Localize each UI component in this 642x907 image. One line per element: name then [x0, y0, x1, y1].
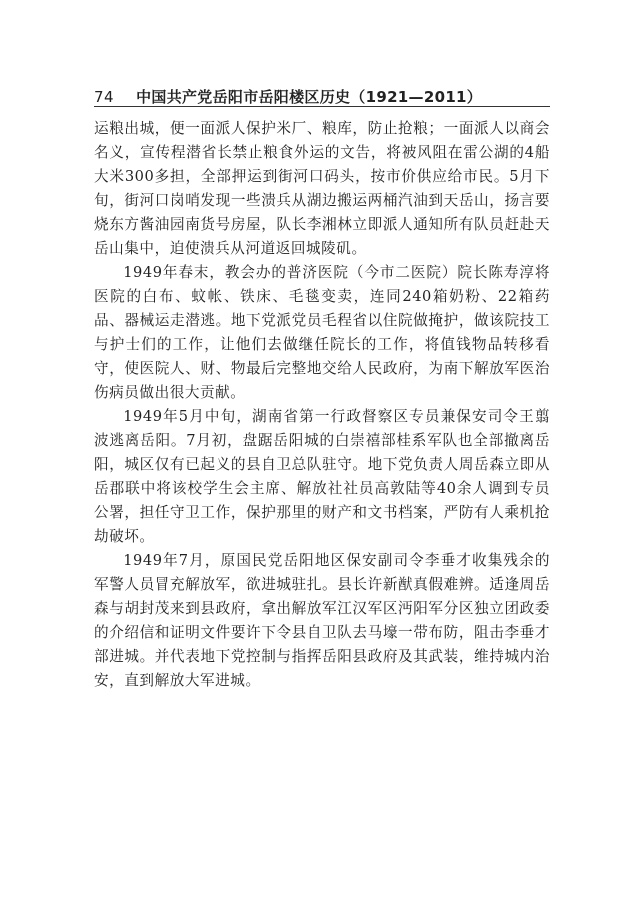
page-number: 74	[94, 88, 115, 106]
running-header	[94, 84, 550, 106]
paragraph-1: 运粮出城，便一面派人保护米厂、粮库，防止抢粮；一面派人以商会名义，宣传程潜省长禁止粮食外运的文告，将被风阻在雷公湖的4船大米300多担，全部押运到街河口码头，按市价供应给市民。5月下旬，街河口岗哨发现一些溃兵从湖边搬运两桶汽油到天岳山，扬言要烧东方酱油园南货号房屋，队长李湘林立即派人通知所有队员赶赴天岳山集中，迫使溃兵从河道返回城陵矶。	[94, 120, 550, 257]
header-rule	[94, 106, 550, 107]
paragraph-2: 1949年春末，教会办的普济医院（今市二医院）院长陈寿淳将医院的白布、蚊帐、铁床、毛毯变卖，连同240箱奶粉、22箱药品、器械运走潜逃。地下党派党员毛程省以住院做掩护，做该院技工与护士们的工作，让他们去做继任院长的工作，将值钱物品转移看守，使医院人、财、物最后完整地交给人民政府，为南下解放军医治伤病员做出很大贡献。	[94, 264, 550, 401]
paragraph-4: 1949年7月，原国民党岳阳地区保安副司令李垂才收集残余的军警人员冒充解放军，欲进城驻扎。县长许新猷真假难辨。适逢周岳森与胡封茂来到县政府，拿出解放军江汉军区沔阳军分区独立团政委的介绍信和证明文件要许下令县自卫队去马壕一带布防，阻击李垂才部进城。并代表地下党控制与指挥岳阳县政府及其武装，维持城内治安，直到解放大军进城。	[94, 552, 550, 689]
book-title: 中国共产党岳阳市岳阳楼区历史（1921—2011）	[136, 88, 483, 106]
paragraph-3: 1949年5月中旬，湖南省第一行政督察区专员兼保安司令王翦波逃离岳阳。7月初，盘踞岳阳城的白崇禧部桂系军队也全部撤离岳阳，城区仅有已起义的县自卫总队驻守。地下党负责人周岳森立即从岳郡联中将该校学生会主席、解放社社员高敦陆等40余人调到专员公署，担任守卫工作，保护那里的财产和文书档案，严防有人乘机抢劫破坏。	[94, 408, 550, 545]
body-text	[94, 117, 550, 693]
